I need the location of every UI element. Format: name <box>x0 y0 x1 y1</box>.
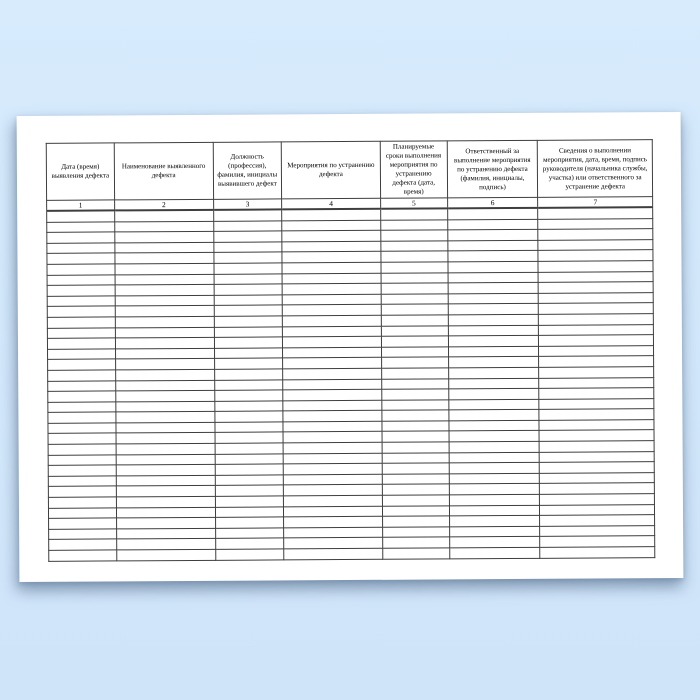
column-number-3: 3 <box>213 199 282 210</box>
empty-cell <box>538 207 653 219</box>
empty-cell <box>382 463 449 474</box>
empty-cell <box>539 314 654 325</box>
empty-cell <box>116 390 215 401</box>
empty-cell <box>48 349 116 360</box>
empty-cell <box>115 316 214 327</box>
empty-cell <box>282 273 381 284</box>
empty-cell <box>447 219 538 230</box>
empty-cell <box>539 398 654 409</box>
empty-cell <box>448 367 539 378</box>
empty-cell <box>539 324 654 335</box>
empty-cell <box>540 462 655 473</box>
empty-cell <box>284 548 383 559</box>
empty-cell <box>447 261 538 272</box>
empty-cell <box>538 261 653 272</box>
empty-cell <box>448 335 539 346</box>
empty-cell <box>116 443 215 454</box>
empty-cell <box>214 326 283 337</box>
empty-cell <box>116 401 215 412</box>
empty-cell <box>448 388 539 399</box>
empty-cell <box>382 527 449 538</box>
empty-cell <box>214 390 283 401</box>
empty-cell <box>540 547 655 558</box>
empty-cell <box>449 494 540 505</box>
empty-cell <box>48 486 116 497</box>
empty-cell <box>381 336 448 347</box>
empty-cell <box>48 476 116 487</box>
empty-cell <box>284 506 383 517</box>
empty-cell <box>282 305 381 316</box>
column-header-1: Дата (время) выявления дефекта <box>46 143 114 200</box>
empty-cell <box>538 239 653 250</box>
empty-cell <box>213 231 282 242</box>
empty-cell <box>538 250 653 261</box>
empty-cell <box>381 347 448 358</box>
empty-cell <box>381 241 448 252</box>
column-header-6: Ответственный за выполнение мероприятия по устранению дефекта (фамилия, инициалы, подпись) <box>447 140 538 198</box>
empty-cell <box>115 232 214 243</box>
empty-cell <box>282 230 381 241</box>
empty-cell <box>448 420 539 431</box>
empty-cell <box>116 507 215 518</box>
empty-cell <box>539 409 654 420</box>
empty-cell <box>47 296 115 307</box>
empty-cell <box>116 486 215 497</box>
empty-cell <box>116 465 215 476</box>
empty-cell <box>282 262 381 273</box>
empty-cell <box>382 378 449 389</box>
empty-cell <box>382 506 449 517</box>
empty-cell <box>215 485 284 496</box>
empty-cell <box>539 335 654 346</box>
empty-cell <box>115 263 214 274</box>
column-header-4: Мероприятия по устранению дефекта <box>281 141 380 199</box>
empty-cell <box>115 295 214 306</box>
empty-cell <box>447 240 538 251</box>
empty-cell <box>382 421 449 432</box>
empty-cell <box>283 421 382 432</box>
empty-cell <box>383 537 450 548</box>
empty-cell <box>214 369 283 380</box>
empty-cell <box>449 484 540 495</box>
empty-cell <box>283 474 382 485</box>
empty-cell <box>49 539 117 550</box>
column-header-5: Планируемые сроки выполнения мероприятия по устранению дефекта (дата, время) <box>380 141 447 198</box>
empty-cell <box>48 465 116 476</box>
empty-cell <box>283 347 382 358</box>
empty-cell <box>284 517 383 528</box>
document-page <box>17 112 684 582</box>
empty-cell <box>382 442 449 453</box>
empty-cell <box>540 504 655 515</box>
empty-cell <box>282 209 381 221</box>
empty-cell <box>116 422 215 433</box>
empty-cell <box>540 525 655 536</box>
empty-cell <box>284 527 383 538</box>
empty-cell <box>48 444 116 455</box>
empty-cell <box>213 221 282 232</box>
empty-cell <box>448 346 539 357</box>
empty-cell <box>381 294 448 305</box>
empty-cell <box>115 253 214 264</box>
empty-cell <box>381 315 448 326</box>
empty-cell <box>117 539 216 550</box>
empty-cell <box>381 283 448 294</box>
table-header <box>46 140 652 211</box>
empty-cell <box>538 271 653 282</box>
empty-cell <box>116 454 215 465</box>
empty-cell <box>540 536 655 547</box>
empty-cell <box>215 443 284 454</box>
empty-cell <box>449 463 540 474</box>
empty-cell <box>213 209 282 221</box>
empty-cell <box>539 388 654 399</box>
empty-cell <box>539 420 654 431</box>
empty-cell <box>381 357 448 368</box>
empty-cell <box>283 411 382 422</box>
empty-cell <box>47 264 115 275</box>
empty-cell <box>539 367 654 378</box>
empty-cell <box>115 221 214 232</box>
empty-cell <box>48 391 116 402</box>
empty-cell <box>47 243 115 254</box>
empty-cell <box>282 283 381 294</box>
empty-cell <box>284 495 383 506</box>
empty-cell <box>116 496 215 507</box>
empty-cell <box>214 337 283 348</box>
empty-cell <box>448 378 539 389</box>
empty-cell <box>214 273 283 284</box>
empty-cell <box>381 230 448 241</box>
empty-cell <box>448 399 539 410</box>
empty-cell <box>47 222 115 233</box>
empty-cell <box>540 494 655 505</box>
empty-cell <box>115 359 214 370</box>
empty-cell <box>214 316 283 327</box>
empty-cell <box>282 294 381 305</box>
empty-cell <box>215 528 284 539</box>
empty-cell <box>540 483 655 494</box>
empty-cell <box>214 305 283 316</box>
empty-cell <box>116 412 215 423</box>
empty-cell <box>283 389 382 400</box>
empty-cell <box>283 358 382 369</box>
empty-cell <box>449 441 540 452</box>
empty-cell <box>449 516 540 527</box>
empty-cell <box>448 283 539 294</box>
empty-cell <box>381 304 448 315</box>
empty-cell <box>115 306 214 317</box>
empty-cell <box>47 338 115 349</box>
empty-cell <box>283 453 382 464</box>
empty-cell <box>49 550 117 561</box>
empty-cell <box>283 368 382 379</box>
column-number-4: 4 <box>282 198 381 209</box>
column-number-5: 5 <box>380 198 447 209</box>
empty-cell <box>383 548 450 559</box>
empty-cell <box>381 219 448 230</box>
empty-cell <box>381 208 448 220</box>
empty-cell <box>215 422 284 433</box>
empty-cell <box>214 263 283 274</box>
empty-cell <box>538 218 653 229</box>
column-number-7: 7 <box>538 197 653 208</box>
empty-cell <box>48 380 116 391</box>
defect-log-table <box>46 139 656 561</box>
empty-cell <box>116 528 215 539</box>
empty-cell <box>115 369 214 380</box>
empty-cell <box>283 464 382 475</box>
empty-cell <box>215 549 284 560</box>
empty-cell <box>283 379 382 390</box>
empty-cell <box>48 455 116 466</box>
empty-cell <box>215 411 284 422</box>
empty-cell <box>115 337 214 348</box>
empty-cell <box>448 272 539 283</box>
empty-cell <box>540 451 655 462</box>
empty-cell <box>116 475 215 486</box>
empty-cell <box>48 370 116 381</box>
empty-cell <box>214 252 283 263</box>
empty-cell <box>449 537 540 548</box>
empty-cell <box>382 389 449 400</box>
empty-cell <box>382 474 449 485</box>
empty-cell <box>449 473 540 484</box>
empty-cell <box>382 495 449 506</box>
empty-cell <box>214 295 283 306</box>
empty-cell <box>115 274 214 285</box>
empty-cell <box>47 306 115 317</box>
empty-cell <box>539 345 654 356</box>
empty-cell <box>447 208 538 220</box>
empty-cell <box>214 379 283 390</box>
empty-cell <box>382 453 449 464</box>
empty-cell <box>282 241 381 252</box>
column-number-6: 6 <box>447 197 538 208</box>
column-header-2: Наименование выявленного дефекта <box>114 142 213 200</box>
empty-cell <box>214 401 283 412</box>
empty-cell <box>381 262 448 273</box>
empty-cell <box>48 433 116 444</box>
empty-cell <box>448 314 539 325</box>
empty-cell <box>49 529 117 540</box>
empty-cell <box>448 410 539 421</box>
empty-cell <box>539 356 654 367</box>
empty-cell <box>448 293 539 304</box>
empty-cell <box>539 441 654 452</box>
empty-cell <box>283 432 382 443</box>
empty-cell <box>282 220 381 231</box>
empty-cell <box>540 515 655 526</box>
empty-cell <box>282 315 381 326</box>
empty-cell <box>215 538 284 549</box>
empty-cell <box>215 496 284 507</box>
empty-cell <box>47 232 115 243</box>
empty-cell <box>48 359 116 370</box>
empty-cell <box>538 229 653 240</box>
empty-cell <box>47 285 115 296</box>
empty-cell <box>115 327 214 338</box>
empty-cell <box>214 348 283 359</box>
empty-cell <box>215 507 284 518</box>
empty-cell <box>381 325 448 336</box>
empty-cell <box>115 348 214 359</box>
empty-cell <box>540 472 655 483</box>
empty-cell <box>214 284 283 295</box>
empty-cell <box>382 484 449 495</box>
empty-cell <box>539 430 654 441</box>
empty-cell <box>448 325 539 336</box>
empty-cell <box>116 433 215 444</box>
empty-cell <box>381 368 448 379</box>
empty-cell <box>115 210 214 222</box>
empty-cell <box>116 518 215 529</box>
empty-cell <box>539 292 654 303</box>
column-header-3: Должность (профессия), фамилия, инициалы выявившего дефект <box>213 142 282 199</box>
empty-cell <box>283 400 382 411</box>
empty-cell <box>539 303 654 314</box>
empty-cell <box>382 410 449 421</box>
header-row <box>46 140 652 201</box>
empty-cell <box>115 284 214 295</box>
empty-cell <box>47 317 115 328</box>
empty-cell <box>449 431 540 442</box>
empty-cell <box>48 423 116 434</box>
empty-cell <box>448 357 539 368</box>
column-header-7: Сведения о выполнении мероприятия, дата, время, подпись руководителя (начальника службы, участка) или ответственного за устранение дефекта <box>538 140 653 198</box>
empty-cell <box>47 327 115 338</box>
empty-cell <box>48 497 116 508</box>
empty-cell <box>215 454 284 465</box>
empty-cell <box>115 242 214 253</box>
empty-cell <box>449 452 540 463</box>
empty-cell <box>449 505 540 516</box>
empty-cell <box>449 526 540 537</box>
empty-cell <box>284 538 383 549</box>
empty-cell <box>282 326 381 337</box>
empty-cell <box>381 272 448 283</box>
empty-cell <box>382 516 449 527</box>
empty-cell <box>539 377 654 388</box>
empty-cell <box>215 464 284 475</box>
empty-cell <box>116 380 215 391</box>
empty-cell <box>117 549 216 560</box>
empty-cell <box>47 274 115 285</box>
column-number-1: 1 <box>47 200 115 211</box>
empty-cell <box>283 336 382 347</box>
empty-cell <box>539 282 654 293</box>
empty-cell <box>215 475 284 486</box>
empty-cell <box>48 412 116 423</box>
empty-cell <box>47 210 115 222</box>
empty-cell <box>447 251 538 262</box>
empty-cell <box>448 304 539 315</box>
empty-cell <box>48 402 116 413</box>
empty-cell <box>381 251 448 262</box>
table-body <box>47 207 655 561</box>
empty-cell <box>48 508 116 519</box>
empty-cell <box>382 400 449 411</box>
empty-cell <box>449 547 540 558</box>
empty-cell <box>382 431 449 442</box>
empty-cell <box>213 242 282 253</box>
empty-cell <box>447 230 538 241</box>
empty-cell <box>215 432 284 443</box>
empty-cell <box>282 252 381 263</box>
empty-cell <box>215 517 284 528</box>
empty-cell <box>214 358 283 369</box>
empty-cell <box>283 485 382 496</box>
empty-cell <box>283 442 382 453</box>
empty-cell <box>49 518 117 529</box>
column-number-2: 2 <box>114 199 213 210</box>
empty-cell <box>47 253 115 264</box>
